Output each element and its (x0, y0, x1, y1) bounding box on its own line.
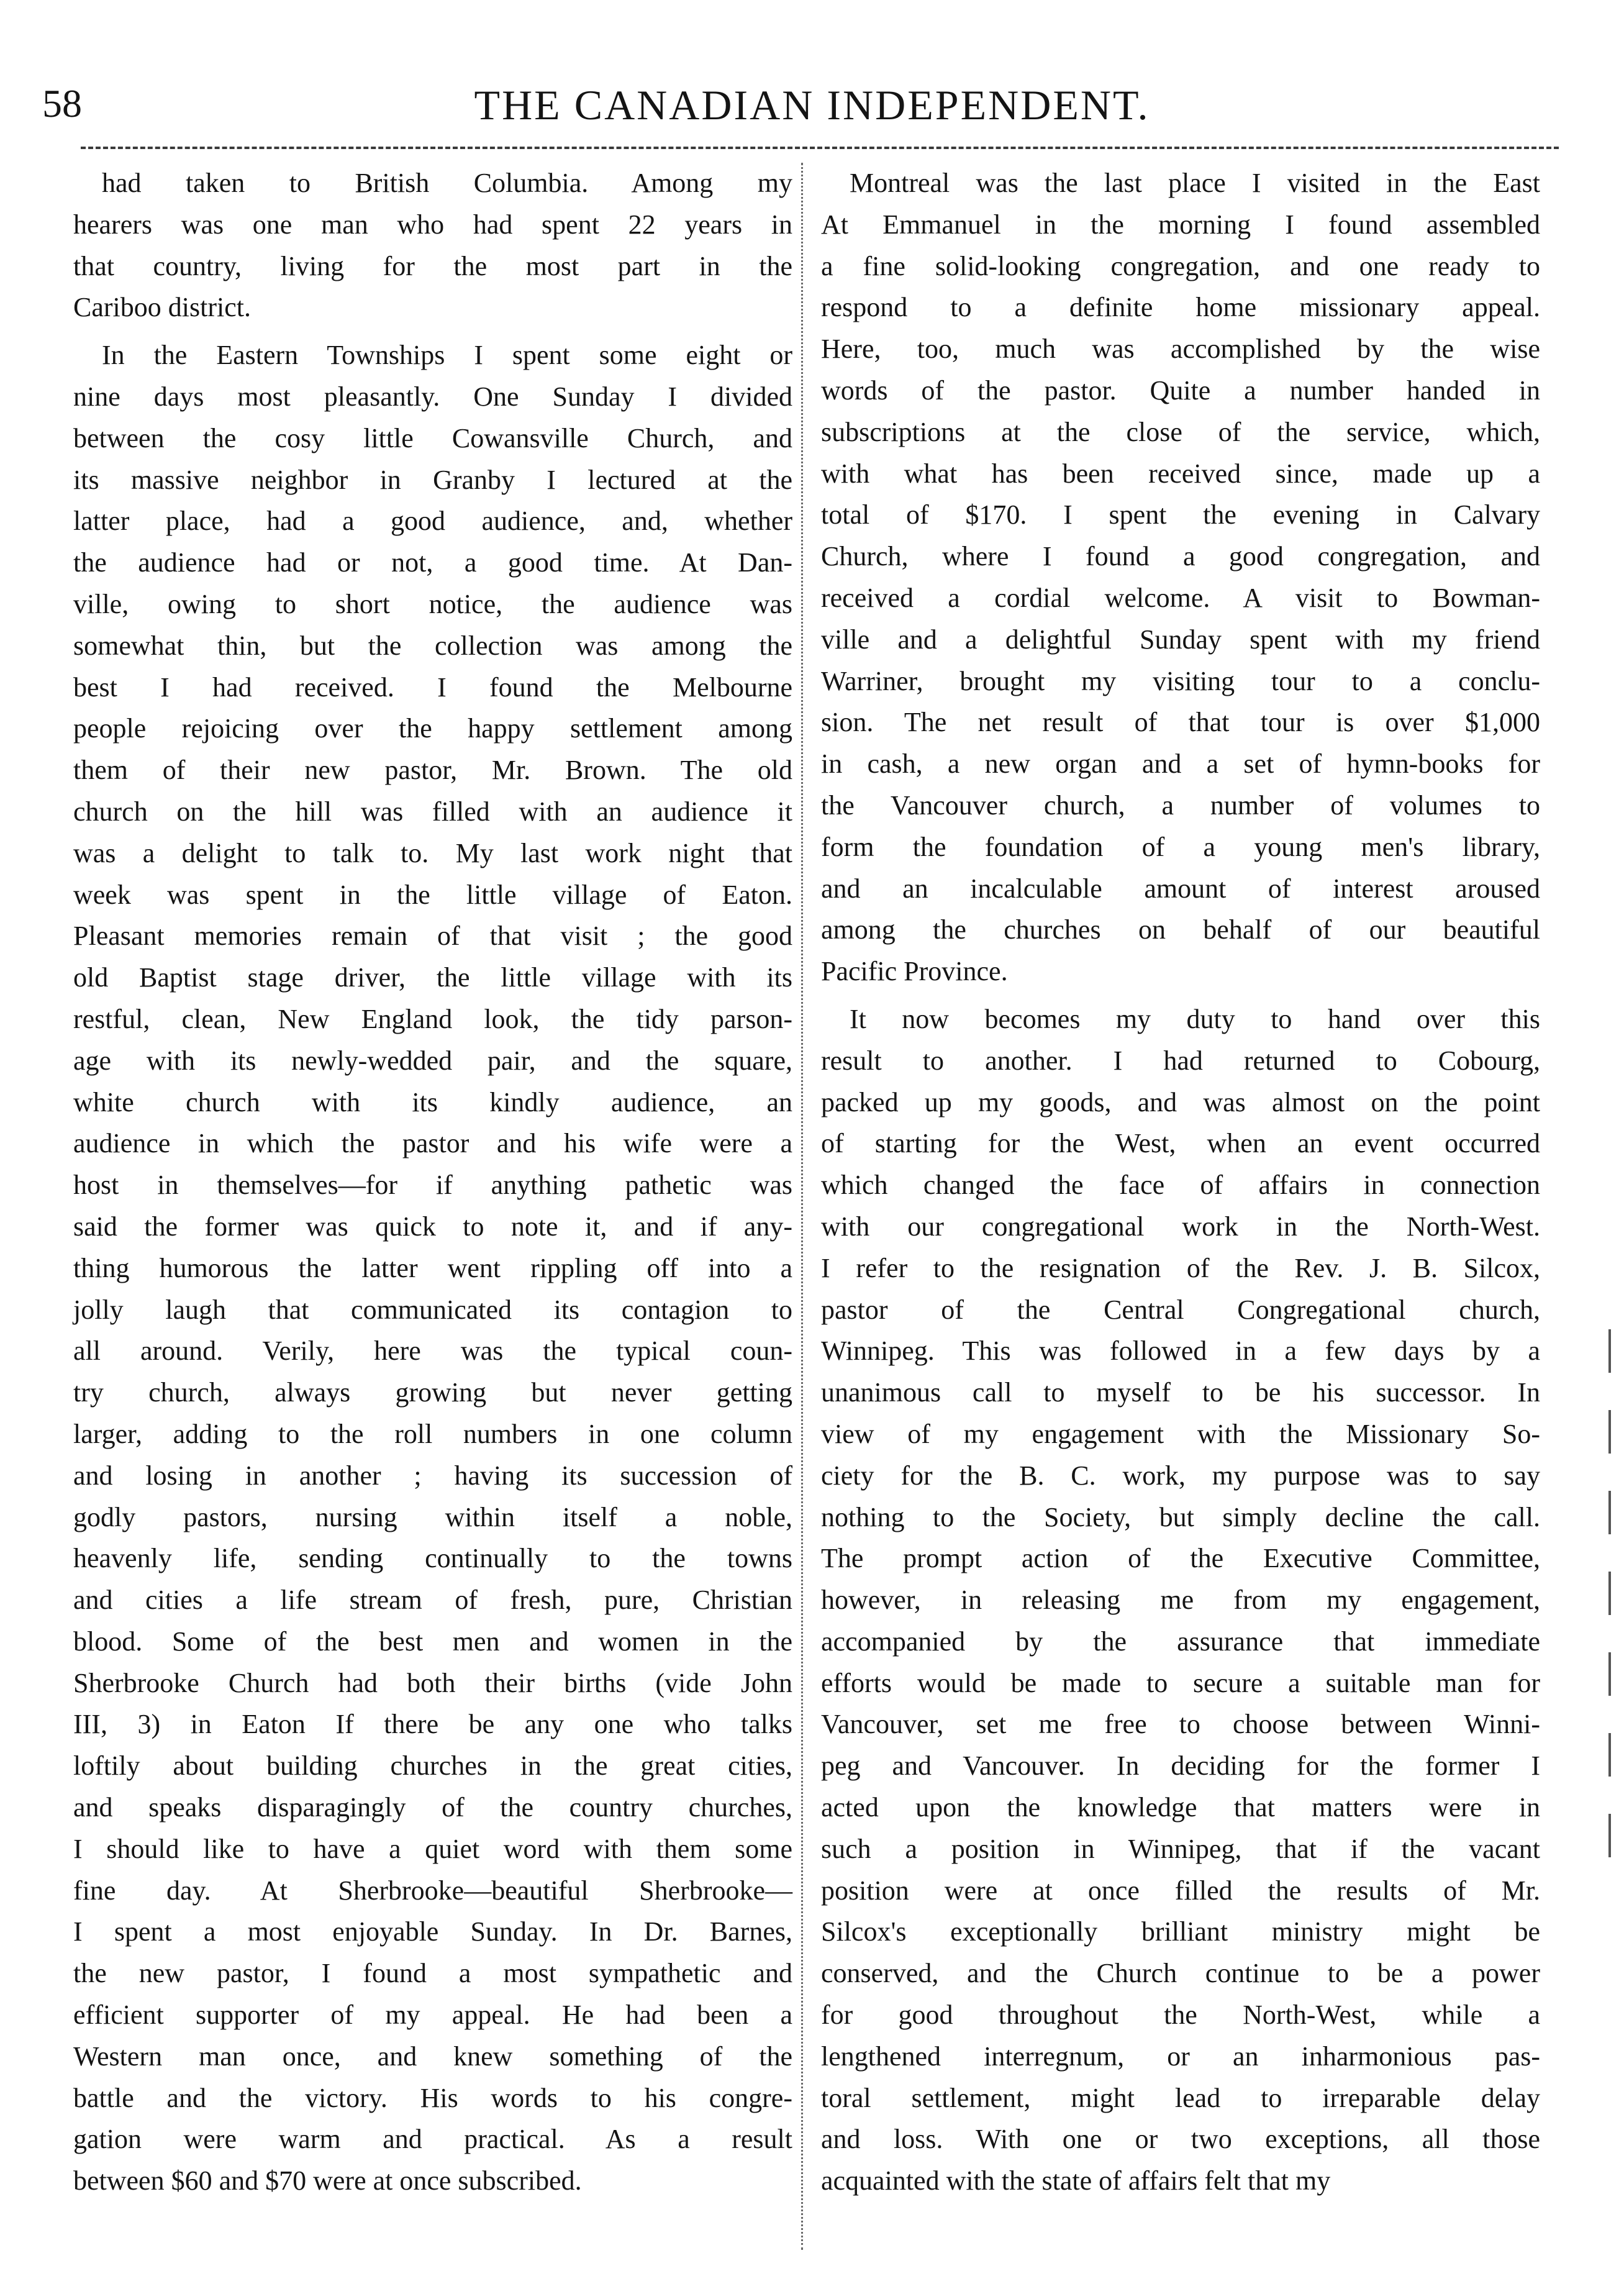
text-line: best I had received. I found the Melbourne (73, 671, 792, 703)
text-line: thing humorous the latter went rippling off into a (73, 1252, 792, 1283)
text-line: sion. The net result of that tour is over $1,000 (821, 707, 1540, 738)
text-line: with our congregational work in the North-West. (821, 1211, 1540, 1242)
text-line: Western man once, and knew something of the (73, 2041, 792, 2072)
text-line: try church, always growing but never getting (73, 1377, 792, 1408)
text-line: efficient supporter of my appeal. He had been a (73, 2000, 792, 2031)
text-line: acquainted with the state of affairs felt that my (821, 2165, 1331, 2196)
text-line: them of their new pastor, Mr. Brown. The old (73, 755, 792, 786)
text-line: gation were warm and practical. As a result (73, 2124, 792, 2155)
text-line: Vancouver, set me free to choose between Winni- (821, 1709, 1540, 1740)
text-line: a fine solid-looking congregation, and one ready to (821, 250, 1540, 281)
text-line: which changed the face of affairs in connection (821, 1170, 1540, 1201)
text-line: with what has been received since, made up a (821, 458, 1540, 489)
text-line: At Emmanuel in the morning I found assembled (821, 209, 1540, 240)
text-line: unanimous call to myself to be his successor. In (821, 1377, 1540, 1408)
right-column (821, 163, 1540, 2208)
text-line: week was spent in the little village of Eaton. (73, 879, 792, 910)
text-line: the audience had or not, a good time. At Dan- (73, 547, 792, 578)
right-column-paragraph (821, 999, 1540, 2202)
text-line: and an incalculable amount of interest aroused (821, 873, 1540, 904)
text-line: lengthened interregnum, or an inharmonious pas- (821, 2041, 1540, 2072)
text-line: toral settlement, might lead to irreparable delay (821, 2082, 1540, 2113)
text-line: said the former was quick to note it, and if any- (73, 1211, 792, 1242)
text-line: ville and a delightful Sunday spent with my friend (821, 624, 1540, 655)
text-line: godly pastors, nursing within itself a noble, (73, 1501, 792, 1532)
text-line: I spent a most enjoyable Sunday. In Dr. Barnes, (73, 1916, 792, 1947)
text-line: of starting for the West, when an event occurred (821, 1128, 1540, 1159)
text-line: Montreal was the last place I visited in the East (850, 168, 1540, 198)
header-rule (81, 147, 1559, 149)
text-line: and speaks disparagingly of the country churches, (73, 1792, 792, 1823)
text-line: between $60 and $70 were at once subscribed. (73, 2165, 582, 2196)
text-line: had taken to British Columbia. Among my (102, 168, 792, 198)
text-line: III, 3) in Eaton If there be any one who talks (73, 1709, 792, 1740)
text-line: respond to a definite home missionary appeal. (821, 292, 1540, 323)
text-line: I should like to have a quiet word with them some (73, 1833, 792, 1864)
text-line: blood. Some of the best men and women in the (73, 1626, 792, 1657)
text-line: Silcox's exceptionally brilliant ministry might be (821, 1916, 1540, 1947)
margin-marks (1608, 1329, 1612, 1950)
text-line: result to another. I had returned to Cobourg, (821, 1045, 1540, 1076)
text-line: audience in which the pastor and his wife were a (73, 1128, 792, 1159)
text-line: peg and Vancouver. In deciding for the former I (821, 1750, 1540, 1782)
text-line: Winnipeg. This was followed in a few days by a (821, 1336, 1540, 1367)
text-line: words of the pastor. Quite a number handed in (821, 375, 1540, 406)
text-line: host in themselves—for if anything pathetic was (73, 1170, 792, 1201)
text-line: for good throughout the North-West, while a (821, 2000, 1540, 2031)
left-column-paragraph (73, 335, 792, 2202)
text-line: age with its newly-wedded pair, and the square, (73, 1045, 792, 1076)
text-line: however, in releasing me from my engagement, (821, 1585, 1540, 1616)
text-line: battle and the victory. His words to his congre- (73, 2082, 792, 2113)
text-line: packed up my goods, and was almost on the point (821, 1086, 1540, 1117)
text-line: among the churches on behalf of our beautiful (821, 914, 1540, 945)
text-line: ciety for the B. C. work, my purpose was to say (821, 1460, 1540, 1491)
text-line: old Baptist stage driver, the little village with its (73, 962, 792, 993)
text-line: total of $170. I spent the evening in Calvary (821, 499, 1540, 530)
right-column-paragraph (821, 163, 1540, 993)
text-line: Sherbrooke Church had both their births (vide John (73, 1667, 792, 1698)
text-line: I refer to the resignation of the Rev. J. B. Silcox, (821, 1252, 1540, 1283)
text-line: between the cosy little Cowansville Church, and (73, 422, 792, 453)
text-line: received a cordial welcome. A visit to Bowman- (821, 582, 1540, 613)
text-line: jolly laugh that communicated its contagion to (73, 1294, 792, 1325)
text-line: restful, clean, New England look, the tidy parson- (73, 1003, 792, 1034)
text-line: larger, adding to the roll numbers in one column (73, 1418, 792, 1449)
page-number: 58 (42, 81, 82, 125)
text-line: The prompt action of the Executive Committee, (821, 1543, 1540, 1574)
text-line: Here, too, much was accomplished by the wise (821, 334, 1540, 365)
text-line: Cariboo district. (73, 292, 251, 323)
text-line: loftily about building churches in the great cities, (73, 1750, 792, 1782)
text-line: pastor of the Central Congregational church, (821, 1294, 1540, 1325)
text-line: and losing in another ; having its succession of (73, 1460, 792, 1491)
text-line: was a delight to talk to. My last work night that (73, 837, 792, 868)
text-line: the new pastor, I found a most sympathetic and (73, 1958, 792, 1989)
text-line: Pacific Province. (821, 956, 1008, 987)
text-line: and loss. With one or two exceptions, all those (821, 2124, 1540, 2155)
text-line: latter place, had a good audience, and, whether (73, 506, 792, 537)
text-line: subscriptions at the close of the service, which, (821, 416, 1540, 447)
text-line: people rejoicing over the happy settlement among (73, 713, 792, 744)
text-line: conserved, and the Church continue to be a power (821, 1958, 1540, 1989)
left-column-paragraph (73, 163, 792, 329)
text-line: all around. Verily, here was the typical coun- (73, 1336, 792, 1367)
text-line: somewhat thin, but the collection was among the (73, 630, 792, 661)
column-divider (801, 163, 803, 2250)
text-line: Warriner, brought my visiting tour to a conclu- (821, 665, 1540, 696)
text-line: efforts would be made to secure a suitable man for (821, 1667, 1540, 1698)
text-line: the Vancouver church, a number of volumes to (821, 790, 1540, 821)
running-head: THE CANADIAN INDEPENDENT. (474, 81, 1150, 129)
text-line: In the Eastern Townships I spent some eight or (102, 340, 792, 371)
text-line: white church with its kindly audience, an (73, 1086, 792, 1117)
text-line: hearers was one man who had spent 22 years in (73, 209, 792, 240)
text-line: nothing to the Society, but simply decline the call. (821, 1501, 1540, 1532)
text-line: that country, living for the most part in the (73, 250, 792, 281)
text-line: heavenly life, sending continually to the towns (73, 1543, 792, 1574)
text-line: accompanied by the assurance that immediate (821, 1626, 1540, 1657)
text-line: its massive neighbor in Granby I lectured at the (73, 464, 792, 495)
left-column (73, 163, 792, 2208)
text-line: Church, where I found a good congregation, and (821, 541, 1540, 572)
text-line: position were at once filled the results of Mr. (821, 1875, 1540, 1906)
text-line: in cash, a new organ and a set of hymn-books for (821, 749, 1540, 780)
text-line: Pleasant memories remain of that visit ; the good (73, 921, 792, 952)
text-line: view of my engagement with the Missionary So- (821, 1418, 1540, 1449)
text-line: and cities a life stream of fresh, pure, Christian (73, 1585, 792, 1616)
text-line: form the foundation of a young men's library, (821, 831, 1540, 862)
text-line: ville, owing to short notice, the audience was (73, 588, 792, 619)
text-line: church on the hill was filled with an audience it (73, 796, 792, 827)
text-line: acted upon the knowledge that matters were in (821, 1792, 1540, 1823)
text-line: nine days most pleasantly. One Sunday I divided (73, 381, 792, 412)
text-line: It now becomes my duty to hand over this (850, 1003, 1540, 1034)
text-line: such a position in Winnipeg, that if the vacant (821, 1833, 1540, 1864)
text-line: fine day. At Sherbrooke—beautiful Sherbrooke— (73, 1875, 792, 1906)
